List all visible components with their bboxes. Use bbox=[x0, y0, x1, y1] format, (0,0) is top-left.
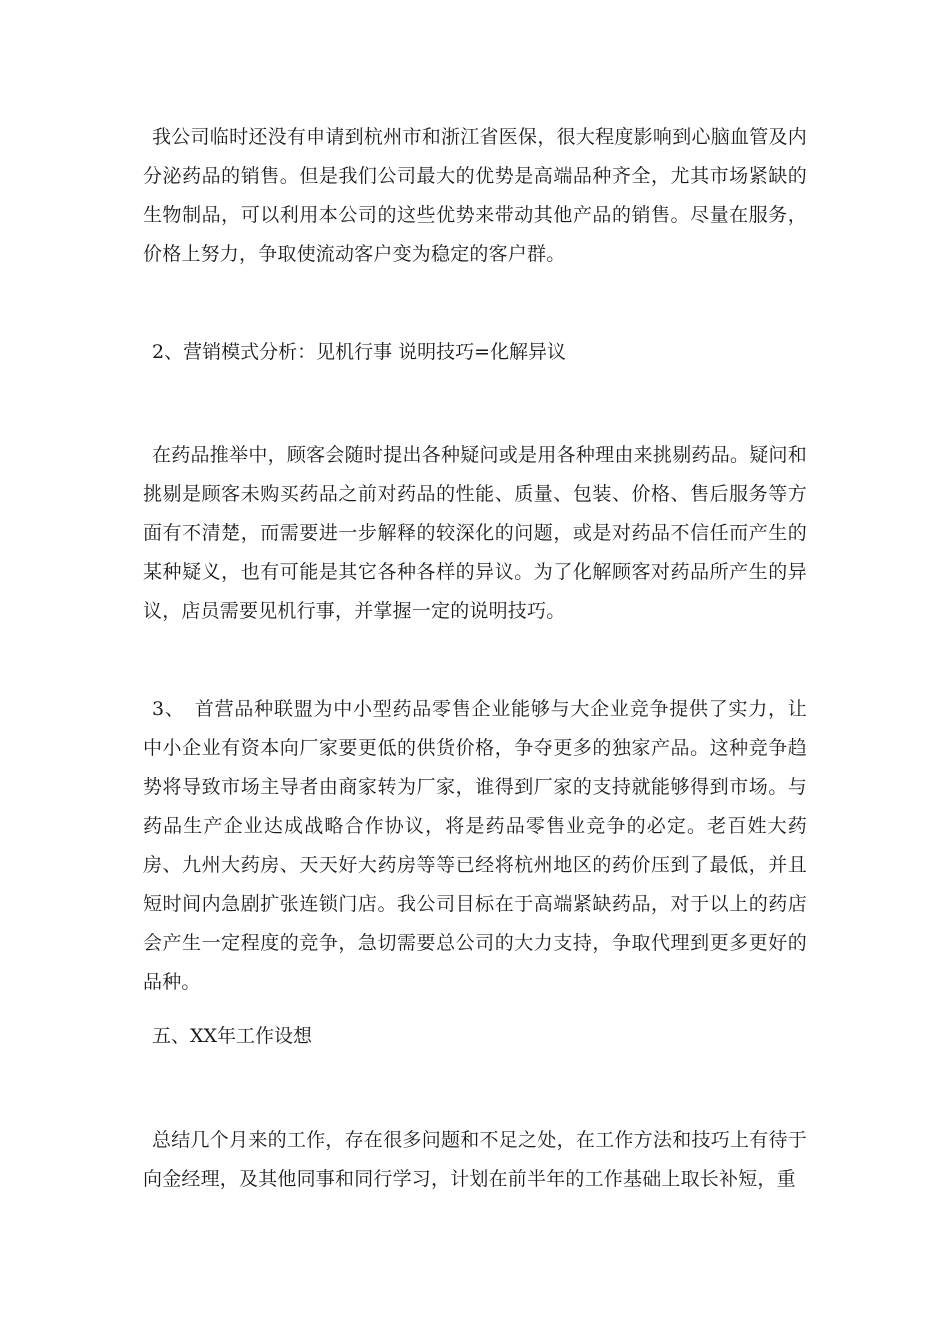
paragraph-alliance-competition: 3、 首营品种联盟为中小型药品零售企业能够与大企业竞争提供了实力，让中小企业有资本向厂家要更低的供货价格，争夺更多的独家产品。这种竞争趋势将导致市场主导者由商家转为厂家，谁得到厂家的支持就能够得到市场。与药品生产企业达成战略合作协议，将是药品零售业竞争的必定。老百姓大药房、九州大药房、天天好大药房等等已经将杭州地区的药价压到了最低，并且短时间内急剧扩张连锁门店。我公司目标在于高端紧缺药品，对于以上的药店会产生一定程度的竞争，急切需要总公司的大力支持，争取代理到更多更好的品种。 bbox=[143, 698, 807, 993]
paragraph-customer-objections: 在药品推举中，顾客会随时提出各种疑问或是用各种理由来挑剔药品。疑问和挑剔是顾客未购买药品之前对药品的性能、质量、包装、价格、售后服务等方面有不清楚，而需要进一步解释的较深化的问题，或是对药品不信任而产生的某种疑义，也有可能是其它各种各样的异议。为了化解顾客对药品所产生的异议，店员需要见机行事，并掌握一定的说明技巧。 bbox=[143, 444, 807, 622]
paragraph-medical-insurance: 我公司临时还没有申请到杭州市和浙江省医保，很大程度影响到心脑血管及内分泌药品的销售。但是我们公司最大的优势是高端品种齐全，尤其市场紧缺的生物制品，可以利用本公司的这些优势来带动其他产品的销售。尽量在服务，价格上努力，争取使流动客户变为稳定的客户群。 bbox=[143, 126, 807, 265]
section-heading-marketing-model: 2、营销模式分析：见机行事 说明技巧=化解异议 bbox=[152, 341, 567, 363]
section-heading-work-plan: 五、XX年工作设想 bbox=[152, 1025, 313, 1047]
paragraph-work-summary: 总结几个月来的工作，存在很多问题和不足之处，在工作方法和技巧上有待于向金经理，及其他同事和同行学习，计划在前半年的工作基础上取长补短，重 bbox=[143, 1129, 807, 1190]
